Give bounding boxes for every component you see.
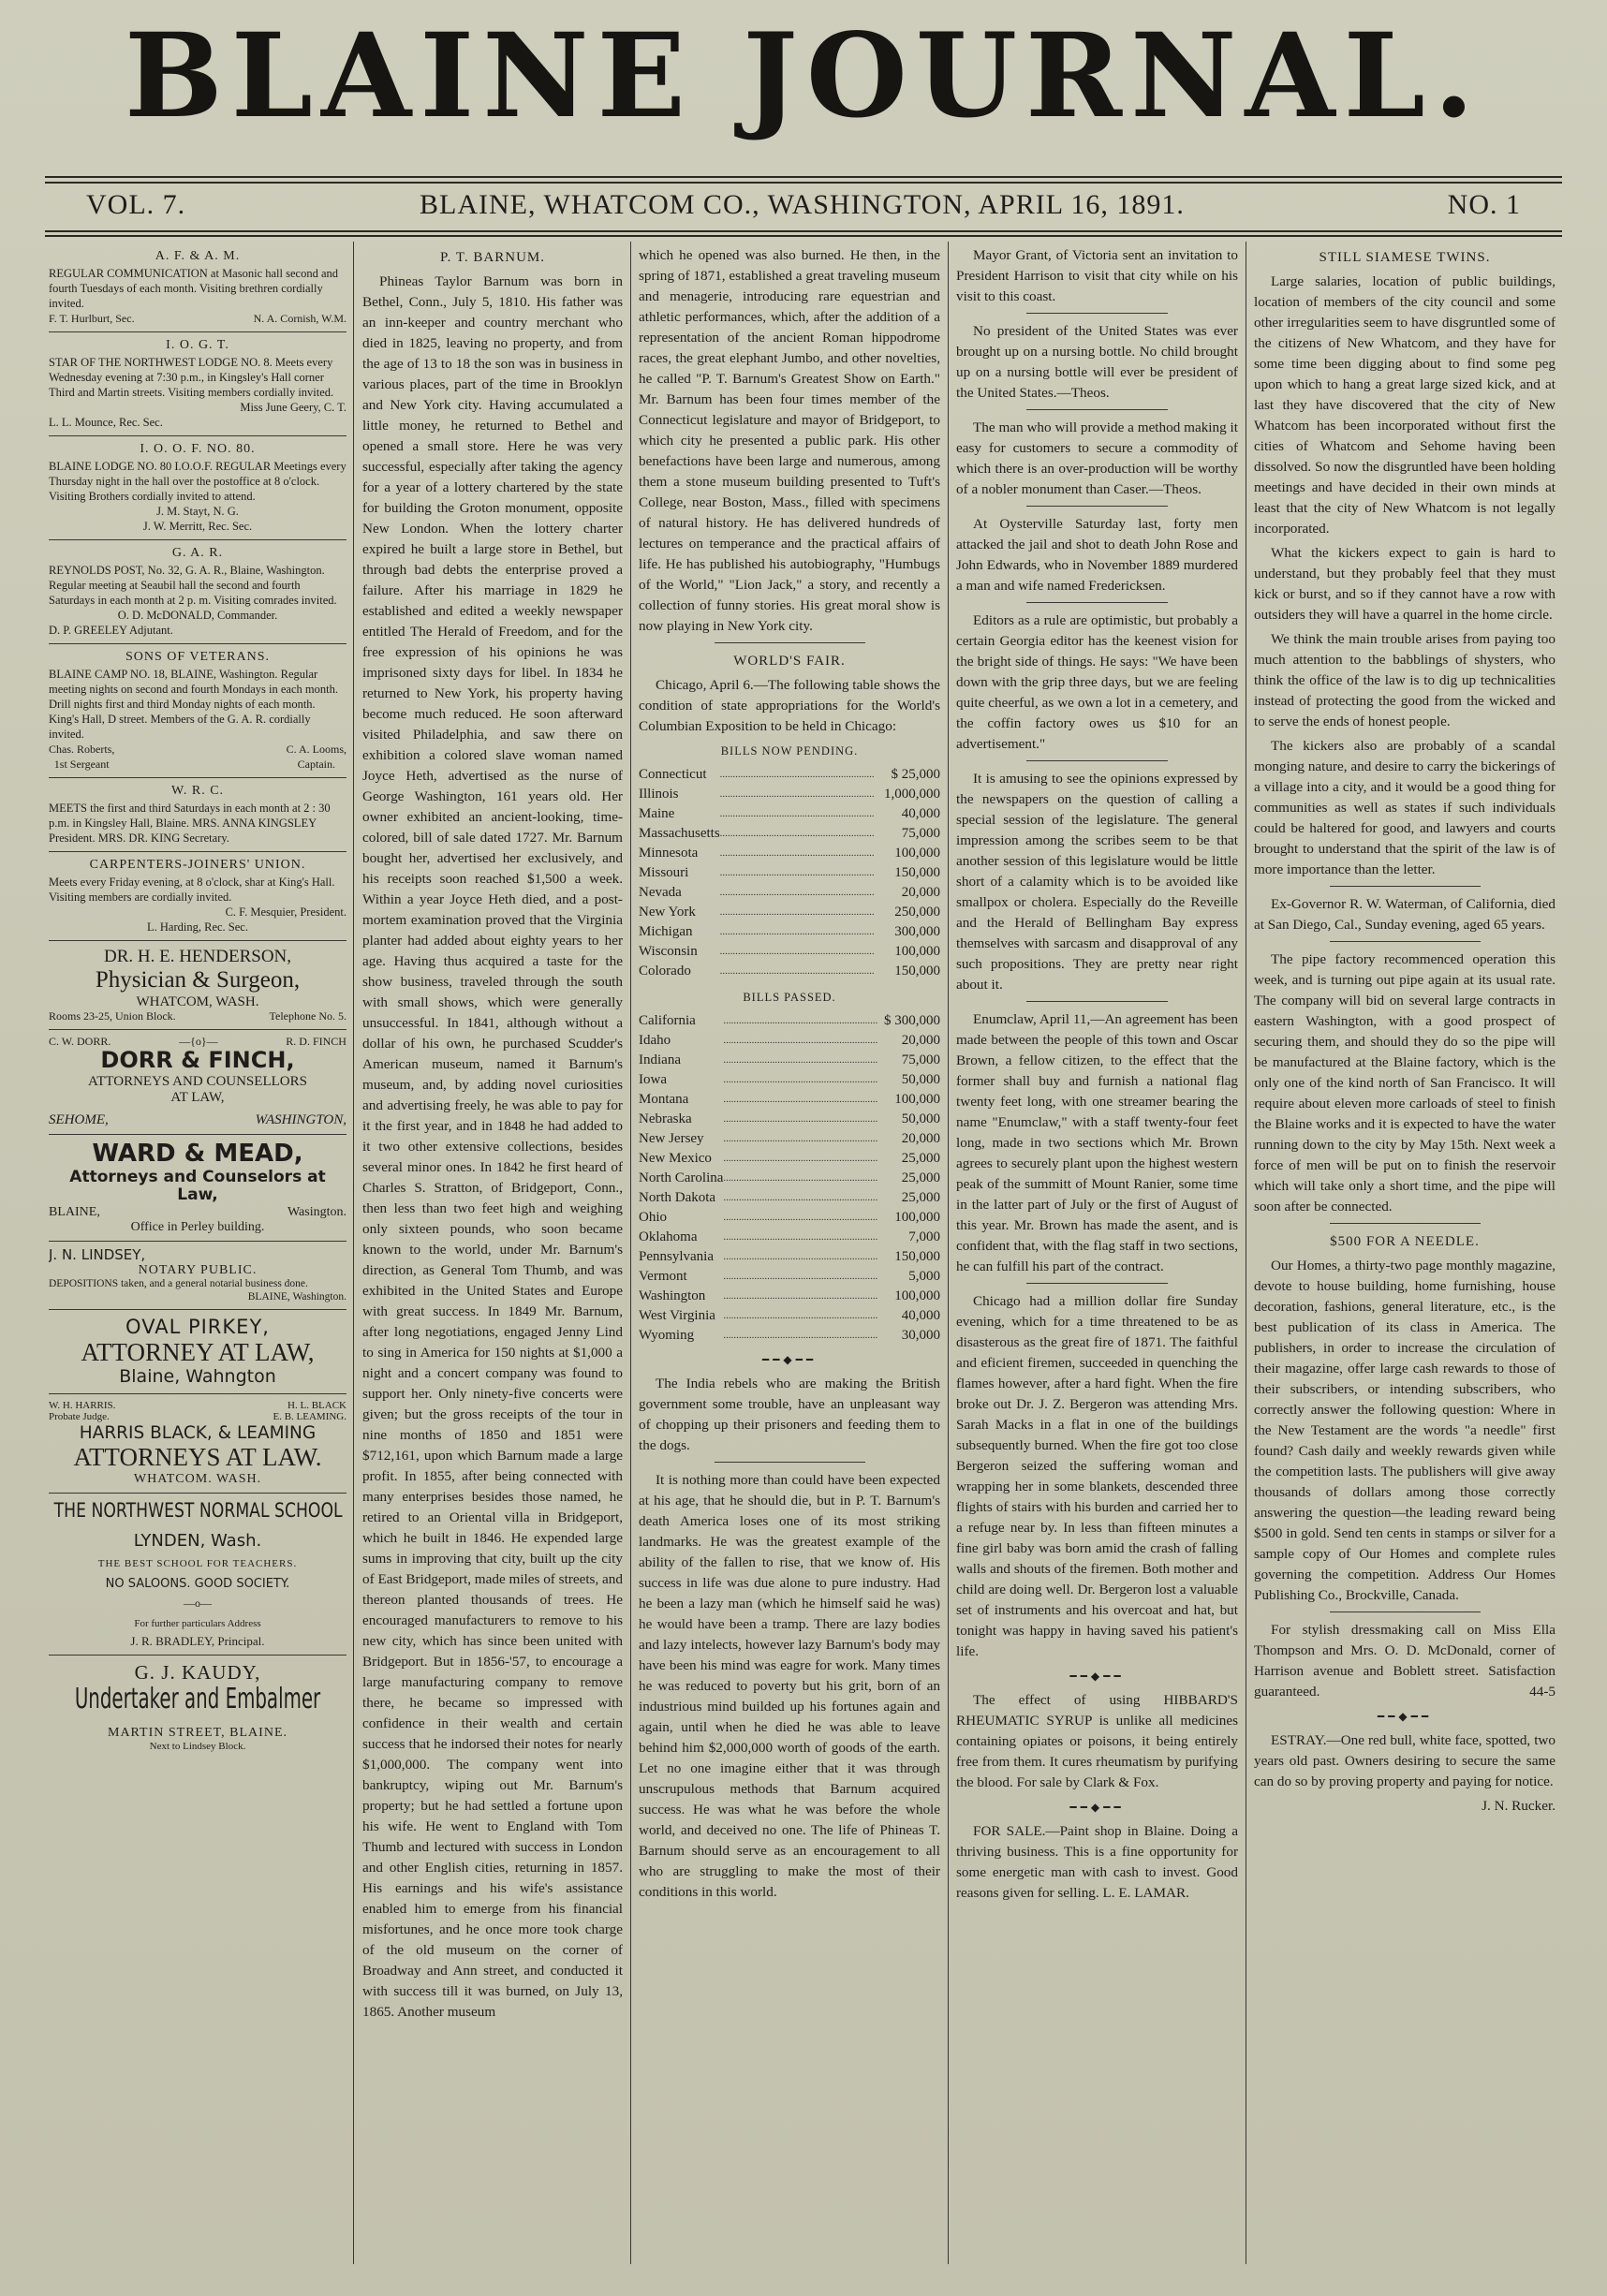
siamese-para-4: The kickers also are probably of a scandal monging nature, and desire to carry the bickerings of a village into a city, and it would be a good thing for communities as well as states if such individuals could be haltered for good, and lawyers and courts brought to understand that the spirit of the law is of more importance than the letter. — [1254, 738, 1555, 877]
leader-dots: ............................................................ — [723, 1172, 878, 1184]
legislature-item: It is amusing to see the opinions expressed by the newspapers on the question of calling a special session of the legislature. The general impression among the scribes seem to be that another session of this legislature would be little short of a calamity which is to be avoided like smallpox or cholera. Especially do the Reveille and the Herald of Bellingham Bay express themselves with sarcasm and disapproval of any such propositions. They are pretty near right about it. — [956, 771, 1238, 993]
appropriation-amount: 150,000 — [894, 865, 940, 880]
grant-item: Mayor Grant, of Victoria sent an invitation to President Harrison to visit that city while on his visit to this coast. — [956, 247, 1238, 304]
column-rule-1 — [353, 242, 354, 2264]
leader-dots: ............................................................ — [723, 1094, 878, 1105]
school-place: LYNDEN, Wash. — [133, 1530, 262, 1551]
kaudy-next-to: Next to Lindsey Block. — [149, 1740, 246, 1752]
pending-row — [639, 942, 940, 962]
dorr-ornament: —{o}— — [179, 1034, 218, 1048]
state-name: California — [639, 1013, 696, 1028]
leaming-name-small: E. B. LEAMING. — [273, 1411, 346, 1423]
divider — [49, 1393, 346, 1394]
divider — [49, 940, 346, 941]
ward-mead-state: Wasington. — [287, 1204, 346, 1219]
ornament-divider: ━━◆━━ — [761, 1353, 818, 1366]
gar-heading: G. A. R. — [171, 546, 224, 560]
oysterville-item: At Oysterville Saturday last, forty men attacked the jail and shot to death John Rose and John Edwards, who in November 1889 murdered a man and wife named Fredericksen. — [956, 516, 1238, 594]
appropriation-amount: $ 300,000 — [884, 1013, 940, 1028]
appropriation-amount: 30,000 — [901, 1328, 940, 1343]
leader-dots: ............................................................ — [719, 867, 875, 878]
school-name: THE NORTHWEST NORMAL SCHOOL — [53, 1499, 343, 1523]
barnum-continued: which he opened was also burned. He then, in the spring of 1871, established a great traveling museum and menagerie, introducing rare equestrian and athletic performances, which, after the addition of a representation of the ancient Roman hippodrome races, the great elephant Jumbo, and other novelties, he called "P. T. Barnum's Greatest Show on Earth." Mr. Barnum has been four times member of the Connecticut legislature and mayor of Bridgeport, to which city he presented a public park. His other benefactions have been large and numerous, among them a stone museum building presented to Tuft's College, near Boston, Mass., filled with specimens of natural history. He has delivered hundreds of lectures on temperance and the practical affairs of life. He has published his autobiography, "Humbugs of the World," "Lion Jack," a story, and recently a collection of funny stories. His great moral show is now playing in New York city. — [639, 247, 940, 634]
state-name: North Dakota — [639, 1190, 716, 1205]
india-item: The India rebels who are making the British government some trouble, have an unpleasant way of chopping up their prisoners and feeding them to the dogs. — [639, 1376, 940, 1453]
dorr-finch-name: DORR & FINCH, — [100, 1047, 295, 1074]
passed-row — [639, 1247, 940, 1267]
pirkey-card — [49, 1316, 346, 1388]
leader-dots: ............................................................ — [719, 847, 875, 859]
afam-notice: REGULAR COMMUNICATION at Masonic hall second and fourth Tuesdays of each month. Visiting brethren cordially invited. — [49, 267, 338, 310]
gar-notice: REYNOLDS POST, No. 32, G. A. R., Blaine, Washington. Regular meeting at Seaubil hall the second and fourth Saturdays in each month at 2 p. m. Visiting comrades invited. — [49, 564, 337, 607]
masthead-title: BLAINE JOURNAL. — [124, 8, 1483, 144]
leader-dots: ............................................................ — [719, 926, 875, 937]
passed-heading: BILLS PASSED. — [743, 991, 836, 1004]
divider — [49, 1134, 346, 1135]
appropriation-amount: 25,000 — [901, 1190, 940, 1205]
state-name: Michigan — [639, 924, 693, 939]
pending-row — [639, 962, 940, 981]
appropriation-amount: 150,000 — [894, 964, 940, 979]
state-name: Colorado — [639, 964, 691, 979]
appropriation-amount: 50,000 — [901, 1111, 940, 1126]
divider — [1026, 602, 1168, 603]
state-name: New Jersey — [639, 1131, 704, 1146]
chicago-fire-item: Chicago had a million dollar fire Sunday evening, which for a time threatened to be as disasterous as the great fire of 1871. The faithful and eficient firemen, succeeded in quenching the flames however, after a hard fight. When the fire broke out Dr. J. Z. Bergeron was attending Mrs. Sarah Macks in a flat in one of the buildings subsequently burned. When the fire got too close Bergeron seized the suffering woman and wrapping her in some blankets, descended three flights of stairs with his burden and carried her to a refuge near by. In less than fifteen minutes a fine girl baby was born amid the crash of falling walls and shouts of the firemen. Both mother and child are doing well. Dr. Bergeron lost a valuable set of instruments and his overcoat and hat, but tonight was happy in having saved his patient's life. — [956, 1293, 1238, 1659]
iogt-chief: Miss June Geery, C. T. — [240, 401, 346, 414]
pending-bills-table — [639, 765, 940, 981]
divider — [1026, 409, 1168, 410]
lindsey-title: NOTARY PUBLIC. — [138, 1263, 258, 1278]
state-name: Massachusetts — [639, 826, 720, 841]
state-name: Connecticut — [639, 767, 707, 782]
leader-dots: ............................................................ — [723, 1231, 878, 1243]
passed-row — [639, 1011, 940, 1031]
lindsey-services: DEPOSITIONS taken, and a general notarial business done. — [49, 1278, 308, 1290]
leader-dots: ............................................................ — [719, 828, 875, 839]
dorr-name-small: C. W. DORR. — [49, 1034, 111, 1048]
school-principal: J. R. BRADLEY, Principal. — [130, 1634, 265, 1649]
appropriation-amount: 100,000 — [894, 1092, 940, 1107]
state-name: Missouri — [639, 865, 689, 880]
ioof-noble-grand: J. M. Stayt, N. G. — [156, 505, 239, 518]
ioof-notice: BLAINE LODGE NO. 80 I.O.O.F. REGULAR Meetings every Thursday night in the hall over the postoffice at 8 o'clock. Visiting Brothers cordially invited to attend. — [49, 460, 346, 503]
divider — [49, 1655, 346, 1656]
pending-row — [639, 785, 940, 804]
divider — [49, 851, 346, 852]
gar-adjutant: D. P. GREELEY Adjutant. — [49, 624, 173, 637]
ward-mead-name: WARD & MEAD, — [92, 1139, 303, 1168]
leader-dots: ............................................................ — [723, 1290, 878, 1302]
divider — [49, 1309, 346, 1310]
hibbard-ad: The effect of using HIBBARD'S RHEUMATIC SYRUP is unlike all medicines containing opiates or poisons, it being entirely free from them. It cures rheumatism by purifying the blood. For sale by Clark & Fox. — [956, 1692, 1238, 1790]
column-rule-2 — [630, 242, 631, 2264]
pending-row — [639, 922, 940, 942]
harris-card — [49, 1400, 346, 1488]
state-name: Wisconsin — [639, 944, 698, 959]
pirkey-name: OVAL PIRKEY, — [125, 1315, 270, 1338]
state-name: Maine — [639, 806, 675, 821]
column-rule-3 — [948, 242, 949, 2264]
appropriation-amount: 100,000 — [894, 1210, 940, 1225]
iogt-heading: I. O. G. T. — [166, 338, 229, 352]
divider — [49, 539, 346, 540]
divider — [49, 331, 346, 332]
school-ornament: —o— — [184, 1596, 212, 1610]
iogt-notice: STAR OF THE NORTHWEST LODGE NO. 8. Meets every Wednesday evening at 7:30 p.m., in Kingsley's Hall corner Third and Martin streets. Visiting members cordially invited. — [49, 356, 334, 399]
editors-item: Editors as a rule are optimistic, but probably a certain Georgia editor has the keenest vision for the bright side of things. He says: "We have been down with the grip three days, but we are feeling quite cheerful, as we own a lot in a cemetery, and the coffin factory owes us $10 for an advertisement." — [956, 612, 1238, 752]
sov-sergeant: Chas. Roberts, 1st Sergeant — [49, 743, 115, 771]
state-name: Ohio — [639, 1210, 667, 1225]
lindsey-card — [49, 1247, 346, 1303]
appropriation-amount: 20,000 — [901, 1033, 940, 1048]
cju-notice: Meets every Friday evening, at 8 o'clock, shar at King's Hall. Visiting members are cordially invited. — [49, 876, 335, 904]
leader-dots: ............................................................ — [719, 906, 875, 918]
for-sale-ad — [956, 1821, 1238, 1904]
needle-ad: Our Homes, a thirty-two page monthly magazine, devote to house building, home furnishing, house decoration, fashions, general literature, etc., is the best publication of its class in America. The publishers, in order to increase the circulation of their magazine, offer large cash rewards to those of their subscribers, or intending subscribers, who correctly answer the following question: Where in the New Testament are the words "a needle" first found? Cash daily and weekly rewards given while the competition lasts. The publishers will give away thousands of dollars among those correctly answering the question—the leading reward being $500 in gold. Send ten cents in stamps or silver for a sample copy of Our Homes and complete rules governing the competition. Address Our Homes Publishing Co., Brockville, Canada. — [1254, 1258, 1555, 1603]
masthead-rule-top — [45, 176, 1562, 178]
wrc-notice: MEETS the first and third Saturdays in each month at 2 : 30 p.m. in Kingsley Hall, Blaine. MRS. ANNA KINGSLEY President. MRS. DR. KING Secretary. — [49, 802, 331, 845]
pirkey-profession: ATTORNEY AT LAW, — [81, 1337, 315, 1366]
siamese-para-1: Large salaries, location of public buildings, location of members of the city council and some other irregularities seem to have disgruntled some of the citizens of New Whatcom, and they have for some time been digging about to find some peg upon which to hang a great large sized kick, and at last they have discovered that the city of New Whatcom has been incorporated without first the cities of Whatcom and Sehome having been dissolved. So now the disgruntled have been holding meetings and have decided in their own minds at least that the city of New Whatcom is not legally incorporated. — [1254, 273, 1555, 537]
pending-row — [639, 824, 940, 844]
passed-row — [639, 1267, 940, 1287]
state-name: Pennsylvania — [639, 1249, 714, 1264]
estray-signature: J. N. Rucker. — [1482, 1798, 1555, 1814]
leader-dots: ............................................................ — [723, 1113, 878, 1125]
kaudy-profession: Undertaker and Embalmer — [74, 1683, 321, 1716]
state-name: Iowa — [639, 1072, 667, 1087]
henderson-name: DR. H. E. HENDERSON, — [103, 947, 292, 966]
divider — [1026, 760, 1168, 761]
divider — [1330, 1223, 1481, 1224]
ward-mead-card — [49, 1141, 346, 1235]
leader-dots: ............................................................ — [719, 808, 875, 819]
appropriation-amount: 150,000 — [894, 1249, 940, 1264]
dressmaking-text: For stylish dressmaking call on Miss Ella Thompson and Mrs. O. D. McDonald, corner of Harrison avenue and Boblett street. Satisfaction guaranteed. — [1254, 1622, 1555, 1700]
place-and-date: BLAINE, WHATCOM CO., WASHINGTON, APRIL 16, 1891. — [420, 189, 1185, 220]
wrc-heading: W. R. C. — [170, 784, 225, 798]
pending-row — [639, 765, 940, 785]
divider — [49, 777, 346, 778]
divider — [1026, 506, 1168, 507]
appropriation-amount: 250,000 — [894, 905, 940, 920]
kaudy-card — [49, 1661, 346, 1752]
afam-master: N. A. Cornish, W.M. — [253, 312, 346, 325]
state-name: Montana — [639, 1092, 689, 1107]
state-name: North Carolina — [639, 1170, 724, 1185]
dateline-rule — [45, 230, 1562, 232]
waterman-item: Ex-Governor R. W. Waterman, of California, died at San Diego, Cal., Sunday evening, aged 65 years. — [1254, 896, 1555, 933]
cju-president: C. F. Mesquier, President. — [225, 905, 346, 919]
news-column — [956, 245, 1238, 2259]
volume-number: VOL. 7. — [86, 189, 186, 220]
harris-office: Probate Judge. — [49, 1411, 110, 1423]
school-tagline-2: NO SALOONS. GOOD SOCIETY. — [105, 1576, 290, 1591]
ward-mead-profession: Attorneys and Counselors at Law, — [69, 1167, 326, 1205]
local-column — [1254, 245, 1555, 2259]
appropriation-amount: 50,000 — [901, 1072, 940, 1087]
harris-name-small: W. H. HARRIS. — [49, 1399, 116, 1411]
state-name: Oklahoma — [639, 1229, 698, 1244]
dateline-rule-2 — [45, 235, 1562, 237]
leader-dots: ............................................................ — [719, 946, 875, 957]
appropriation-amount: 1,000,000 — [884, 787, 940, 802]
passed-row — [639, 1306, 940, 1326]
dorr-finch-town: SEHOME, — [49, 1111, 109, 1127]
school-further: For further particulars Address — [134, 1617, 261, 1629]
leader-dots: ............................................................ — [723, 1015, 878, 1026]
pipe-factory-item: The pipe factory recommenced operation this week, and is turning out pipe again at its usual rate. The company will bid on several large contracts in eastern Washington, with a good prospect of securing them, and should they do so the pipe will be manufactured at the Blaine factory, which is the only one of the kind north of San Francisco. It will require about eleven more carloads of steel to finish the Blaine works and it is expected to have the water running down to the city by May 15th. Next week a force of men will be put on to finish the reservoir which will take only a short time, and the pipe will soon after be connected. — [1254, 951, 1555, 1214]
state-name: Wyoming — [639, 1328, 695, 1343]
school-tagline: THE BEST SCHOOL FOR TEACHERS. — [97, 1558, 298, 1570]
passed-row — [639, 1188, 940, 1208]
harris-profession: ATTORNEYS AT LAW. — [73, 1443, 322, 1472]
directory-column — [49, 245, 346, 2259]
fair-intro: Chicago, April 6.—The following table shows the condition of state appropriations for the World's Columbian Exposition to be held in Chicago: — [639, 677, 940, 734]
pending-heading: BILLS NOW PENDING. — [720, 744, 859, 758]
needle-heading: $500 FOR A NEEDLE. — [1330, 1234, 1480, 1249]
appropriation-amount: 40,000 — [901, 806, 940, 821]
divider — [1330, 941, 1481, 942]
leader-dots: ............................................................ — [723, 1271, 878, 1282]
black-name-small: H. L. BLACK — [287, 1399, 346, 1411]
leader-dots: ............................................................ — [719, 887, 875, 898]
fair-column — [639, 245, 940, 2259]
ward-mead-town: BLAINE, — [49, 1204, 100, 1219]
state-name: Idaho — [639, 1033, 671, 1048]
passed-row — [639, 1031, 940, 1051]
barnum-article: Phineas Taylor Barnum was born in Bethel, Conn., July 5, 1810. His father was an inn-keeper and country merchant who died in 1825, leaving no property, and from the age of 13 to 18 the son was in business in various places, part of the time in Brooklyn and New York city. Having accumulated a little money, he returned to Bethel and opened a small store. Here he was very successful, especially after taking the agency for a year of a lottery chartered by the state for building the Groton monument, opposite New London. When the lottery charter expired he built a large store in Bethel, but through bad debts the enterprise proved a failure. After his marriage in 1829 he established and edited a weekly newspaper entitled The Herald of Freedom, and for the free expression of his opinions he was imprisoned sixty days for libel. In 1834 he returned to New York, his property having become much reduced. He soon afterward visited Philadelphia, and saw there on exhibition a colored slave woman named Joyce Heth, advertised as the nurse of George Washington, 161 years old. Her owner exhibited an ancient-looking, time-colored, bill of sale dated 1727. Mr. Barnum bought her, advertised her exclusively, and his receipts soon reached $1,500 a week. Within a year Joyce Heth died, and a post-mortem examination proved that the Virginia planter had added about eighty years to her age. Having thus acquired a taste for the show business, traveled through the south with small shows, which were generally unsuccessful. In 1841, although without a dollar of his own, he purchased Scudder's American museum, named it Barnum's museum, and, by adding novel curiosities and advertising freely, he was able to pay for it the first year, and in 1848 he had added to it two other extensive collections, besides several minor ones. In 1842 he first heard of Charles S. Stratton, of Bridgeport, Conn., then less than two feet high and weighing only sixteen pounds, who soon became known to the world, under Mr. Barnum's direction, as General Tom Thumb, and was exhibited in the United States and Europe with great success. In 1849 Mr. Barnum, after long negotiations, engaged Jenny Lind to sing in America for 150 nights at $1,000 a night and a concert company was found to support her. Only ninety-five concerts were given; but the gross receipts of the tour in nine months of 1850 and 1851 were $712,161, upon which Barnum made a large profit. In 1855, after being connected with many enterprises besides those named, he retired to an Oriental villa in Bridgeport, which he built in 1846. He expended large sums in improving that city, built up the city of East Bridgeport, made miles of streets, and thereon planted thousands of trees. He encouraged manufacturers to remove to his new city, which has since been united with Bridgeport. But in 1856-'57, to encourage a large manufacturing company to remove there, he became so impressed with confidence in their wealth and certain success that he indorsed their notes for nearly $1,000,000. The company went into bankruptcy, wiping out Mr. Barnum's property; but he had settled a fortune upon his wife. He went to England with Tom Thumb and lectured with success in London and other English cities, returning in 1857. His earnings and his wife's assistance enabled him to emerge from his financial misfortunes, and he once more took charge of the old museum on the corner of Broadway and Ann street, and conducted it with success till it was burned, on July 13, 1865. Another museum — [362, 273, 623, 2020]
appropriation-amount: 20,000 — [901, 885, 940, 900]
nursing-bottle-item: No president of the United States was ever brought up on a nursing bottle. No child brought up on a nursing bottle will ever be president of the United States.—Theos. — [956, 323, 1238, 401]
appropriation-amount: 100,000 — [894, 944, 940, 959]
siamese-para-3: We think the main trouble arises from paying too much attention to the babblings of shysters, who think the office of the law is to dig up technicalities instead of protecting the good from the wicked and to serve the ends of honest people. — [1254, 631, 1555, 729]
harris-firm-name: HARRIS BLACK, & LEAMING — [79, 1423, 317, 1444]
divider — [49, 435, 346, 436]
pirkey-place: Blaine, Wahngton — [119, 1365, 276, 1387]
passed-row — [639, 1169, 940, 1188]
ornament-divider: ━━◆━━ — [1069, 1670, 1125, 1683]
dressmaking-ad — [1254, 1620, 1555, 1702]
appropriation-amount: 100,000 — [894, 1288, 940, 1303]
dorr-finch-at-law: AT LAW, — [170, 1090, 225, 1106]
pending-row — [639, 863, 940, 883]
lindsey-place: BLAINE, Washington. — [247, 1290, 346, 1303]
ioof-heading: I. O. O. F. NO. 80. — [140, 442, 256, 456]
appropriation-amount: 7,000 — [908, 1229, 940, 1244]
iogt-secretary: L. L. Mounce, Rec. Sec. — [49, 416, 163, 429]
divider — [49, 1029, 346, 1030]
sov-captain: C. A. Looms, Captain. — [286, 743, 346, 771]
state-name: New Mexico — [639, 1151, 712, 1166]
appropriation-amount: 75,000 — [901, 826, 940, 841]
state-name: New York — [639, 905, 696, 920]
passed-row — [639, 1129, 940, 1149]
dorr-finch-card — [49, 1036, 346, 1128]
appropriation-amount: 300,000 — [894, 924, 940, 939]
appropriation-amount: 20,000 — [901, 1131, 940, 1146]
siamese-heading: STILL SIAMESE TWINS. — [1319, 250, 1491, 265]
divider — [1026, 1001, 1168, 1002]
leader-dots: ............................................................ — [719, 769, 875, 780]
divider — [1026, 313, 1168, 314]
sov-notice: BLAINE CAMP NO. 18, BLAINE, Washington. Regular meeting nights on second and fourth Mondays in each month. Drill nights first and third Monday nights of each month. King's Hall, D street. Members of the G. A. R. cordially invited. — [49, 668, 338, 741]
passed-row — [639, 1051, 940, 1070]
leader-dots: ............................................................ — [723, 1251, 878, 1262]
appropriation-amount: $ 25,000 — [891, 767, 940, 782]
leader-dots: ............................................................ — [719, 965, 875, 977]
appropriation-amount: 25,000 — [901, 1170, 940, 1185]
appropriation-amount: 75,000 — [901, 1052, 940, 1067]
leader-dots: ............................................................ — [723, 1074, 878, 1085]
passed-row — [639, 1090, 940, 1110]
passed-row — [639, 1070, 940, 1090]
pending-row — [639, 903, 940, 922]
leader-dots: ............................................................ — [723, 1310, 878, 1321]
pending-row — [639, 804, 940, 824]
barnum-column — [362, 245, 623, 2259]
finch-name-small: R. D. FINCH — [286, 1034, 346, 1048]
leader-dots: ............................................................ — [723, 1054, 878, 1066]
estray-ad: ESTRAY.—One red bull, white face, spotted, two years old past. Owners desiring to secure the same can do so by proving property and paying for notice. — [1254, 1732, 1555, 1789]
leader-dots: ............................................................ — [723, 1192, 878, 1203]
siamese-para-2: What the kickers expect to gain is hard to understand, but they probably feel that they must kick or burst, and so if they cannot have a row with outsiders they will have a quarrel in the home circle. — [1254, 545, 1555, 623]
passed-row — [639, 1326, 940, 1346]
appropriation-amount: 40,000 — [901, 1308, 940, 1323]
henderson-place: WHATCOM, WASH. — [136, 993, 259, 1009]
kaudy-name: G. J. KAUDY, — [134, 1661, 261, 1685]
ward-mead-office: Office in Perley building. — [130, 1219, 265, 1234]
leader-dots: ............................................................ — [723, 1153, 878, 1164]
henderson-rooms: Rooms 23-25, Union Block. — [49, 1008, 176, 1023]
ornament-divider: ━━◆━━ — [1069, 1801, 1125, 1814]
passed-row — [639, 1208, 940, 1228]
appropriation-amount: 100,000 — [894, 846, 940, 861]
divider — [1026, 1283, 1168, 1284]
for-sale-signature: L. E. LAMAR. — [1102, 1885, 1189, 1901]
cju-heading: CARPENTERS-JOINERS' UNION. — [89, 858, 306, 872]
leader-dots: ............................................................ — [723, 1035, 878, 1046]
ornament-divider: ━━◆━━ — [1377, 1710, 1433, 1723]
fair-heading: WORLD'S FAIR. — [733, 654, 846, 669]
state-name: Vermont — [639, 1269, 687, 1284]
divider — [715, 1462, 865, 1463]
pending-row — [639, 883, 940, 903]
masthead-rule-top-2 — [45, 182, 1562, 184]
ioof-secretary: J. W. Merritt, Rec. Sec. — [142, 520, 253, 533]
pending-row — [639, 844, 940, 863]
dressmaking-number: 44-5 — [1529, 1684, 1555, 1700]
state-name: Minnesota — [639, 846, 699, 861]
divider — [715, 642, 865, 643]
for-sale-text: FOR SALE.—Paint shop in Blaine. Doing a thriving business. This is a fine opportunity for some energetic man with cash to invest. Good reasons given for selling. — [956, 1823, 1238, 1901]
divider — [1330, 886, 1481, 887]
appropriation-amount: 25,000 — [901, 1151, 940, 1166]
state-name: Indiana — [639, 1052, 681, 1067]
leader-dots: ............................................................ — [723, 1330, 878, 1341]
henderson-title: Physician & Surgeon, — [95, 966, 301, 993]
divider — [49, 1493, 346, 1494]
leader-dots: ............................................................ — [719, 788, 875, 800]
lindsey-name: J. N. LINDSEY, — [49, 1245, 146, 1263]
sov-heading: SONS OF VETERANS. — [125, 650, 271, 664]
passed-row — [639, 1110, 940, 1129]
leader-dots: ............................................................ — [723, 1133, 878, 1144]
enumclaw-item: Enumclaw, April 11,—An agreement has been made between the people of this town and Oscar Brown, a fellow citizen, to the effect that the former shall buy and furnish a national flag twenty feet long, with one streamer bearing the name "Enumclaw," with a staff twenty-four feet long, made in two sections which Mr. Brown agrees to securely plant upon the highest western peak of the summitt of Mount Ranier, some time in the latter part of July or the first of August of this year. Mr. Brown has made the asent, and is confident that, with the flag staff in two sections, he can fulfill his part of the contract. — [956, 1011, 1238, 1274]
state-name: Illinois — [639, 787, 679, 802]
issue-number: NO. 1 — [1447, 189, 1521, 220]
divider — [49, 1241, 346, 1242]
barnum-heading: P. T. BARNUM. — [439, 250, 546, 265]
monument-item: The man who will provide a method making it easy for customers to secure a commodity of which there is an over-production will be worthy of a nobler monument than Caser.—Theos. — [956, 419, 1238, 497]
henderson-card — [49, 947, 346, 1023]
normal-school-card — [49, 1499, 346, 1649]
passed-row — [639, 1287, 940, 1306]
dateline — [45, 189, 1562, 227]
state-name: Washington — [639, 1288, 706, 1303]
state-name: West Virginia — [639, 1308, 715, 1323]
dorr-finch-state: WASHINGTON, — [255, 1111, 346, 1127]
henderson-telephone: Telephone No. 5. — [269, 1008, 346, 1023]
passed-row — [639, 1228, 940, 1247]
cju-secretary: L. Harding, Rec. Sec. — [147, 920, 248, 934]
appropriation-amount: 5,000 — [908, 1269, 940, 1284]
state-name: Nevada — [639, 885, 682, 900]
harris-place: WHATCOM. WASH. — [133, 1472, 262, 1487]
barnum-editorial: It is nothing more than could have been expected at his age, that he should die, but in P. T. Barnum's death America loses one of its most striking landmarks. He was the greatest example of the ability of the fallen to rise, that we know of. His success in life was due alone to pure industry. Had he been a lazy man (which he himself said he was) he would have been a tramp. There are lazy bodies and lazy intelects, however lazy Barnum's body may have been his mind was eagre for work. Many times he was reduced to poverty but his grit, born of an industrious mind builded up his fortunes again and again, until when he died he was able to leave behind him $2,000,000 worth of goods of the earth. Let no one imagine either that it was through unscrupulous methods that Barnum acquired success. He was what he was before the whole world, and deceived no one. The life of Phineas T. Barnum should serve as an encouragement to all who are struggling to make the most of their conditions in this world. — [639, 1472, 940, 1900]
divider — [49, 643, 346, 644]
gar-commander: O. D. McDONALD, Commander. — [117, 609, 278, 622]
afam-heading: A. F. & A. M. — [155, 249, 241, 263]
leader-dots: ............................................................ — [723, 1212, 878, 1223]
state-name: Nebraska — [639, 1111, 692, 1126]
afam-secretary: F. T. Hurlburt, Sec. — [49, 312, 135, 325]
passed-bills-table — [639, 1011, 940, 1346]
kaudy-address: MARTIN STREET, BLAINE. — [108, 1725, 287, 1740]
dorr-finch-profession: ATTORNEYS AND COUNSELLORS — [88, 1074, 307, 1090]
passed-row — [639, 1149, 940, 1169]
